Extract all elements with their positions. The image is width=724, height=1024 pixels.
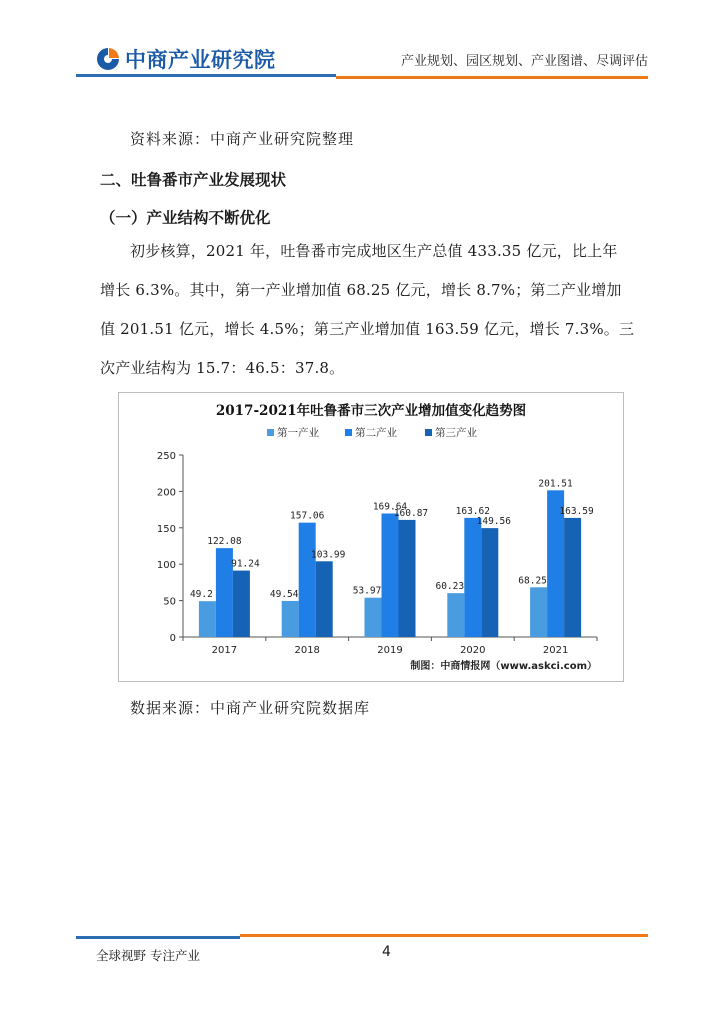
bar <box>316 561 333 637</box>
paragraph-line: 次产业结构为 15.7：46.5：37.8。 <box>100 359 345 377</box>
legend-swatch <box>267 429 274 436</box>
bar <box>464 518 481 637</box>
y-tick-label: 150 <box>156 523 176 535</box>
legend-label: 第三产业 <box>435 427 477 439</box>
data-label: 157.06 <box>290 510 325 522</box>
bar <box>365 598 382 637</box>
x-tick-label: 2020 <box>460 645 486 656</box>
data-label: 60.23 <box>435 581 465 593</box>
data-label: 163.59 <box>559 505 594 517</box>
bar <box>399 520 416 637</box>
bar <box>233 571 250 637</box>
bar <box>564 518 581 637</box>
data-label: 169.64 <box>372 501 408 513</box>
bar <box>382 514 399 637</box>
data-label: 201.51 <box>538 478 573 490</box>
paragraph-line: 初步核算，2021 年，吐鲁番市完成地区生产总值 433.35 亿元，比上年 <box>130 242 618 260</box>
x-tick-label: 2018 <box>294 645 320 656</box>
y-tick-label: 200 <box>156 487 176 499</box>
footer-rule-orange <box>240 934 648 937</box>
data-label: 103.99 <box>311 549 346 561</box>
bar-chart <box>118 392 624 682</box>
source-note-top: 资料来源：中商产业研究院整理 <box>130 130 355 148</box>
legend-label: 第二产业 <box>355 427 397 439</box>
y-tick-label: 0 <box>169 633 176 644</box>
subsection-title: （一）产业结构不断优化 <box>100 209 271 227</box>
footer-rule-blue <box>76 936 240 939</box>
data-label: 149.56 <box>476 516 511 528</box>
y-tick-label: 100 <box>156 560 176 572</box>
data-label: 163.62 <box>455 505 490 517</box>
data-label: 68.25 <box>518 575 547 587</box>
chart-bars <box>190 478 594 637</box>
section-title: 二、吐鲁番市产业发展现状 <box>100 171 287 189</box>
paragraph-line: 值 201.51 亿元，增长 4.5%；第三产业增加值 163.59 亿元，增长 7.3%。三 <box>100 320 635 338</box>
logo-icon <box>95 46 121 72</box>
x-tick-label: 2021 <box>542 645 569 656</box>
header-tagline: 产业规划、园区规划、产业图谱、尽调评估 <box>400 54 648 69</box>
logo-text: 中商产业研究院 <box>125 48 276 72</box>
logo <box>95 44 276 74</box>
chart-legend <box>267 426 477 439</box>
data-label: 122.08 <box>207 536 242 548</box>
legend-swatch <box>345 429 352 436</box>
bar <box>447 593 464 637</box>
header-rule-blue <box>76 74 336 77</box>
legend-label: 第一产业 <box>277 427 319 439</box>
footer-slogan: 全球视野 专注产业 <box>96 948 200 963</box>
legend-swatch <box>425 429 432 436</box>
source-note-bottom: 数据来源：中商产业研究院数据库 <box>130 699 371 717</box>
page-header <box>0 0 724 90</box>
data-label: 91.24 <box>231 558 260 570</box>
data-label: 49.2 <box>189 589 213 601</box>
data-label: 160.87 <box>393 507 429 519</box>
header-rule-orange <box>336 76 648 79</box>
chart-title: 2017-2021年吐鲁番市三次产业增加值变化趋势图 <box>215 403 527 419</box>
data-label: 49.54 <box>269 588 299 600</box>
bar <box>530 587 547 637</box>
x-tick-label: 2019 <box>377 645 403 656</box>
data-label: 53.97 <box>352 585 382 597</box>
paragraph-line: 增长 6.3%。其中，第一产业增加值 68.25 亿元，增长 8.7%；第二产业增加 <box>100 281 622 299</box>
y-tick-label: 50 <box>163 596 176 608</box>
chart-canvas <box>119 393 623 681</box>
page-number: 4 <box>382 944 391 960</box>
bar <box>299 523 316 637</box>
bar <box>282 601 299 637</box>
bar <box>481 528 498 637</box>
bar <box>199 601 216 637</box>
chart-watermark: 制图：中商情报网（www.askci.com） <box>410 661 597 672</box>
x-tick-label: 2017 <box>211 645 238 656</box>
y-tick-label: 250 <box>156 451 176 462</box>
